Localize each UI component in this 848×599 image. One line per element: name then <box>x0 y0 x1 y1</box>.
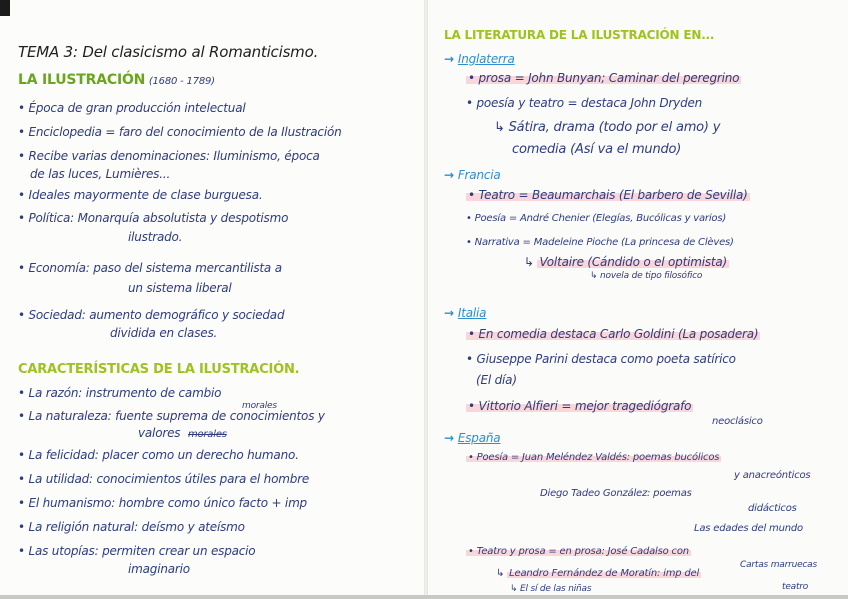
list-item-continuation <box>138 426 227 440</box>
list-item-continuation: dividida en clases. <box>110 326 218 340</box>
list-item-continuation: y anacreónticos <box>734 470 811 481</box>
list-item-sub <box>510 584 591 594</box>
list-item <box>466 546 691 557</box>
list-item: • Poesía = André Chenier (Elegías, Bucólicas y varios) <box>466 213 727 224</box>
list-item: • Economía: paso del sistema mercantilista a <box>18 261 282 275</box>
highlighted-text: Leandro Fernández de Moratín: imp del <box>509 568 700 579</box>
list-item <box>466 188 750 202</box>
highlighted-text: • En comedia destaca Carlo Goldini (La posadera) <box>468 327 759 341</box>
inserted-word: morales <box>242 401 277 411</box>
section-heading-text: LA ILUSTRACIÓN <box>18 72 146 88</box>
sub-arrow-icon: ↳ <box>510 584 521 594</box>
list-item-text: valores <box>138 426 181 440</box>
list-item <box>466 452 721 463</box>
page-edge <box>0 595 848 599</box>
list-item: • Época de gran producción intelectual <box>18 101 246 115</box>
highlighted-text: • Poesía = Juan Meléndez Valdés: poemas bucólicos <box>468 452 720 463</box>
sub-arrow-icon: ↳ <box>590 271 601 281</box>
highlighted-text: Voltaire (Cándido o el optimista) <box>539 255 728 269</box>
list-item: • Narrativa = Madeleine Pioche (La princesa de Clèves) <box>466 237 734 248</box>
country-heading-espana <box>444 431 500 445</box>
sub-item-text: Sátira, drama (todo por el amo) y <box>508 120 721 135</box>
list-item: • Política: Monarquía absolutista y despotismo <box>18 211 289 225</box>
list-item: • Giuseppe Parini destaca como poeta satírico <box>466 352 736 366</box>
sub-arrow-icon: ↳ <box>494 120 509 135</box>
list-item <box>466 399 693 413</box>
list-item-continuation: teatro <box>782 582 809 592</box>
country-label: Inglaterra <box>457 52 515 66</box>
arrow-icon: → <box>444 168 454 182</box>
list-item-continuation: neoclásico <box>712 416 763 427</box>
highlighted-text: • prosa = John Bunyan; Caminar del peregrino <box>468 71 740 85</box>
list-item-continuation: un sistema liberal <box>128 281 232 295</box>
list-item-sub <box>494 120 720 135</box>
list-item-continuation: ilustrado. <box>128 230 183 244</box>
list-item: • Recibe varias denominaciones: Iluminismo, época <box>18 149 320 163</box>
struck-word: morales <box>187 429 227 440</box>
country-label: Italia <box>457 306 487 320</box>
sub-arrow-icon: ↳ <box>496 568 508 579</box>
list-item: • La religión natural: deísmo y ateísmo <box>18 520 245 534</box>
binder-clip <box>0 0 10 16</box>
country-label: España <box>457 431 501 445</box>
list-item-continuation: (El día) <box>476 373 517 387</box>
list-item-continuation: didácticos <box>748 503 797 514</box>
list-item: Diego Tadeo González: poemas <box>540 488 692 499</box>
country-label: Francia <box>457 168 501 182</box>
list-item: • La razón: instrumento de cambio <box>18 386 222 400</box>
list-item <box>466 71 741 85</box>
right-page-heading: LA LITERATURA DE LA ILUSTRACIÓN EN... <box>444 28 715 42</box>
country-heading-inglaterra <box>444 52 515 66</box>
sub-arrow-icon: ↳ <box>524 255 538 269</box>
sub-item-text: El sí de las niñas <box>520 584 592 594</box>
list-item: • Las utopías: permiten crear un espacio <box>18 544 256 558</box>
list-item-sub <box>524 255 729 269</box>
section-dates: (1680 - 1789) <box>148 76 215 87</box>
list-item-sub <box>496 568 701 579</box>
list-item: • Enciclopedia = faro del conocimiento de la Ilustración <box>18 125 342 139</box>
notebook-spine <box>424 0 428 599</box>
arrow-icon: → <box>444 306 454 320</box>
arrow-icon: → <box>444 431 454 445</box>
highlighted-text: • Vittorio Alfieri = mejor tragediógrafo <box>468 399 692 413</box>
list-item: • poesía y teatro = destaca John Dryden <box>466 96 703 110</box>
highlighted-text: • Teatro y prosa = en prosa: José Cadalso con <box>468 546 689 557</box>
page-title: TEMA 3: Del clasicismo al Romanticismo. <box>18 43 319 61</box>
section-heading-ilustracion <box>18 72 215 88</box>
list-item: • La utilidad: conocimientos útiles para el hombre <box>18 472 310 486</box>
list-item: • La naturaleza: fuente suprema de conocimientos y <box>18 409 325 423</box>
list-item: • La felicidad: placer como un derecho humano. <box>18 448 299 462</box>
country-heading-francia <box>444 168 501 182</box>
highlighted-text: • Teatro = Beaumarchais (El barbero de Sevilla) <box>468 188 748 202</box>
list-item-continuation: de las luces, Lumières... <box>30 167 171 181</box>
list-item-continuation: imaginario <box>128 562 190 576</box>
sub-item-text: novela de tipo filosófico <box>600 271 703 281</box>
list-item: • Sociedad: aumento demográfico y sociedad <box>18 308 285 322</box>
section-heading-caracteristicas: CARACTERÍSTICAS DE LA ILUSTRACIÓN. <box>18 362 300 377</box>
country-heading-italia <box>444 306 486 320</box>
list-item <box>466 327 760 341</box>
list-item: • El humanismo: hombre como único facto + imp <box>18 496 307 510</box>
list-item-continuation: Cartas marruecas <box>740 560 817 570</box>
list-item-sub <box>590 271 702 281</box>
list-item: • Ideales mayormente de clase burguesa. <box>18 188 263 202</box>
arrow-icon: → <box>444 52 454 66</box>
list-item-continuation: comedia (Así va el mundo) <box>512 142 682 157</box>
list-item-sub: Las edades del mundo <box>694 523 803 534</box>
